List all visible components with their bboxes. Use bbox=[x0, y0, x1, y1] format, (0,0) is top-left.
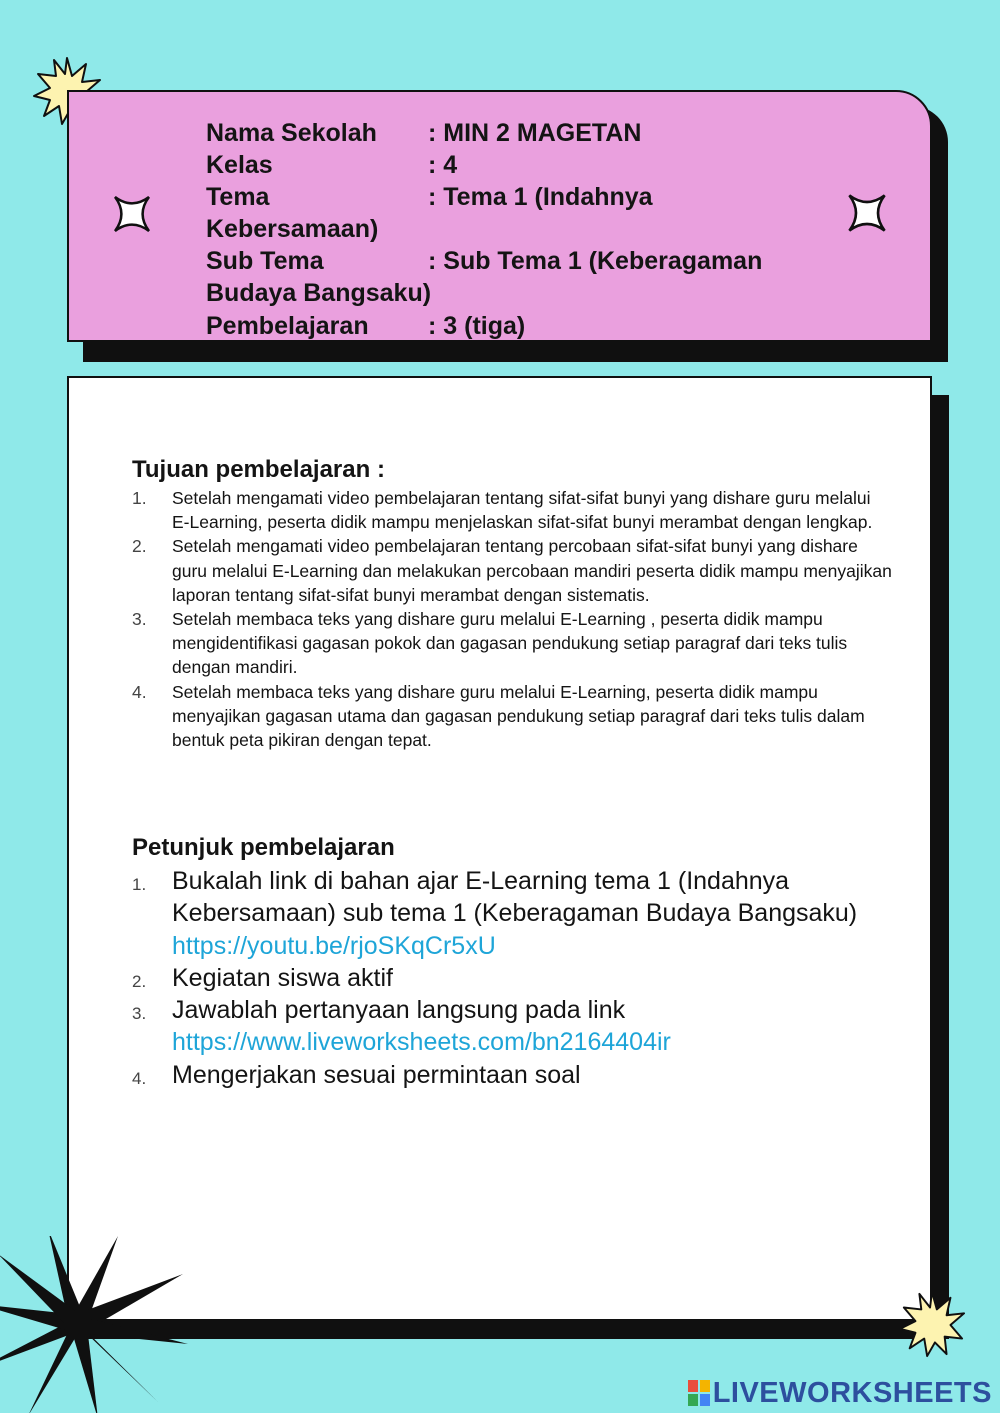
list-text: Jawablah pertanyaan langsung pada link bbox=[172, 996, 626, 1025]
info-value: : Sub Tema 1 (Keberagaman bbox=[428, 247, 763, 275]
info-value: : MIN 2 MAGETAN bbox=[428, 119, 642, 147]
list-text: Setelah membaca teks yang dishare guru melalui E-Learning, peserta didik mampu menyajikan gagasan utama dan gagasan pendukung setiap paragraf dari teks tulis dalam bentuk peta pikiran dengan tepat. bbox=[172, 681, 865, 751]
list-number: 3. bbox=[132, 1004, 147, 1024]
sparkle-icon bbox=[840, 186, 894, 240]
list-item bbox=[132, 534, 892, 607]
objectives-list bbox=[132, 486, 892, 752]
list-number: 1. bbox=[132, 488, 147, 508]
liveworksheets-logo bbox=[688, 1375, 992, 1411]
info-label: Kelas bbox=[206, 151, 273, 179]
list-text: Kegiatan siswa aktif bbox=[172, 963, 393, 992]
burst-star-icon bbox=[898, 1290, 966, 1358]
info-label: Nama Sekolah bbox=[206, 119, 377, 147]
info-label: Pembelajaran bbox=[206, 312, 369, 340]
list-number: 2. bbox=[132, 536, 147, 557]
list-item bbox=[132, 607, 892, 680]
liveworksheets-link[interactable]: https://www.liveworksheets.com/bn2164404ir bbox=[172, 1028, 671, 1057]
logo-text: LIVEWORKSHEETS bbox=[712, 1376, 992, 1409]
info-label: Budaya Bangsaku) bbox=[206, 279, 432, 307]
list-text: Setelah mengamati video pembelajaran tentang percobaan sifat-sifat bunyi yang dishare guru melalui E-Learning dan melakukan percobaan mandiri peserta didik mampu menyajikan laporan tentang sifat-sifat bunyi merambat dengan sistematis. bbox=[172, 536, 892, 605]
youtube-link[interactable]: https://youtu.be/rjoSKqCr5xU bbox=[172, 931, 496, 960]
list-item bbox=[132, 1059, 892, 1091]
list-number: 4. bbox=[132, 681, 147, 702]
list-text: Mengerjakan sesuai permintaan soal bbox=[172, 1060, 581, 1089]
instructions-list bbox=[132, 865, 892, 1091]
starburst-icon bbox=[0, 1236, 190, 1413]
list-number: 4. bbox=[132, 1068, 147, 1088]
list-item bbox=[132, 962, 892, 994]
list-number: 1. bbox=[132, 875, 147, 894]
info-value: : 3 (tiga) bbox=[428, 312, 526, 340]
list-text: Setelah membaca teks yang dishare guru melalui E-Learning , peserta didik mampu mengidentifikasi gagasan pokok dan gagasan pendukung setiap paragraf dari teks tulis dengan mandiri. bbox=[172, 609, 848, 678]
list-text: Setelah mengamati video pembelajaran tentang sifat-sifat bunyi yang dishare guru melalui E-Learning, peserta didik mampu menjelaskan sifat-sifat bunyi merambat dengan lengkap. bbox=[172, 488, 873, 533]
list-item bbox=[132, 680, 892, 753]
info-value: : Tema 1 (Indahnya bbox=[428, 183, 653, 211]
list-number: 3. bbox=[132, 609, 147, 630]
instructions-title: Petunjuk pembelajaran bbox=[132, 834, 395, 861]
list-number: 2. bbox=[132, 971, 147, 991]
info-label: Kebersamaan) bbox=[206, 215, 379, 243]
info-value: : 4 bbox=[428, 151, 458, 179]
logo-badge-icon bbox=[688, 1380, 710, 1406]
list-item bbox=[132, 994, 892, 1059]
list-item bbox=[132, 486, 892, 534]
list-text: Bukalah link di bahan ajar E-Learning tema 1 (Indahnya Kebersamaan) sub tema 1 (Keberagaman Budaya Bangsaku) bbox=[172, 867, 858, 928]
objectives-title: Tujuan pembelajaran : bbox=[132, 456, 385, 483]
list-item bbox=[132, 865, 892, 962]
sparkle-icon bbox=[106, 188, 158, 240]
info-label: Tema bbox=[206, 183, 270, 211]
info-label: Sub Tema bbox=[206, 247, 324, 275]
